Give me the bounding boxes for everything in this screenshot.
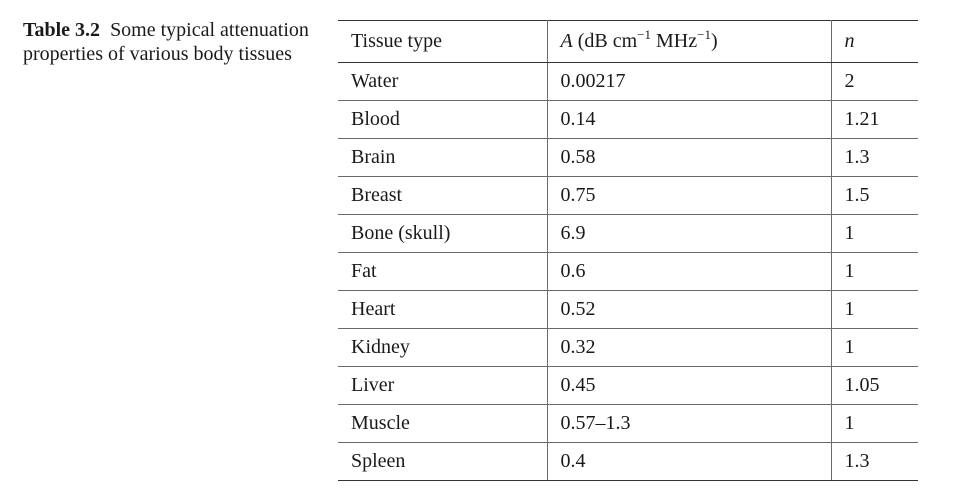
cell-attenuation: 0.45	[547, 367, 831, 405]
table-row	[338, 177, 918, 215]
table-row	[338, 101, 918, 139]
cell-attenuation: 0.6	[547, 253, 831, 291]
cell-tissue: Bone (skull)	[338, 215, 547, 253]
cell-tissue: Water	[338, 63, 547, 101]
table-header-row	[338, 21, 918, 63]
header-attenuation-unit-open: (dB cm	[572, 30, 638, 52]
caption-label: Table 3.2	[23, 19, 101, 41]
cell-n: 1	[831, 215, 918, 253]
cell-tissue: Heart	[338, 291, 547, 329]
cell-n: 1.3	[831, 139, 918, 177]
cell-n: 1.21	[831, 101, 918, 139]
cell-attenuation: 0.14	[547, 101, 831, 139]
table-row	[338, 405, 918, 443]
cell-n: 1.5	[831, 177, 918, 215]
cell-attenuation: 0.57–1.3	[547, 405, 831, 443]
cell-tissue: Spleen	[338, 443, 547, 481]
header-tissue-type: Tissue type	[338, 21, 547, 63]
attenuation-table	[338, 20, 918, 481]
attenuation-table-container	[338, 20, 918, 481]
cell-attenuation: 0.32	[547, 329, 831, 367]
cell-n: 1.05	[831, 367, 918, 405]
header-n: n	[831, 21, 918, 63]
cell-attenuation: 0.52	[547, 291, 831, 329]
header-attenuation-unit-close: )	[710, 30, 718, 52]
table-row	[338, 367, 918, 405]
cell-attenuation: 0.58	[547, 139, 831, 177]
table-row	[338, 291, 918, 329]
cell-n: 2	[831, 63, 918, 101]
cell-tissue: Breast	[338, 177, 547, 215]
table-row	[338, 443, 918, 481]
table-caption	[23, 18, 313, 66]
cell-attenuation: 0.4	[547, 443, 831, 481]
cell-tissue: Muscle	[338, 405, 547, 443]
cell-tissue: Fat	[338, 253, 547, 291]
cell-n: 1	[831, 253, 918, 291]
table-body	[338, 63, 918, 481]
cell-attenuation: 0.00217	[547, 63, 831, 101]
cell-tissue: Blood	[338, 101, 547, 139]
table-row	[338, 329, 918, 367]
caption-text: Some typical attenuation properties of various body tissues	[23, 19, 309, 65]
header-attenuation-exp2: −1	[697, 27, 711, 42]
table-row	[338, 63, 918, 101]
cell-tissue: Brain	[338, 139, 547, 177]
table-row	[338, 253, 918, 291]
cell-attenuation: 0.75	[547, 177, 831, 215]
cell-tissue: Liver	[338, 367, 547, 405]
cell-n: 1	[831, 405, 918, 443]
header-attenuation-exp1: −1	[637, 27, 651, 42]
header-attenuation	[547, 21, 831, 63]
header-attenuation-unit-mid: MHz	[651, 30, 698, 52]
header-attenuation-symbol: A	[560, 30, 573, 52]
table-row	[338, 139, 918, 177]
cell-n: 1.3	[831, 443, 918, 481]
cell-attenuation: 6.9	[547, 215, 831, 253]
table-row	[338, 215, 918, 253]
cell-tissue: Kidney	[338, 329, 547, 367]
cell-n: 1	[831, 329, 918, 367]
cell-n: 1	[831, 291, 918, 329]
